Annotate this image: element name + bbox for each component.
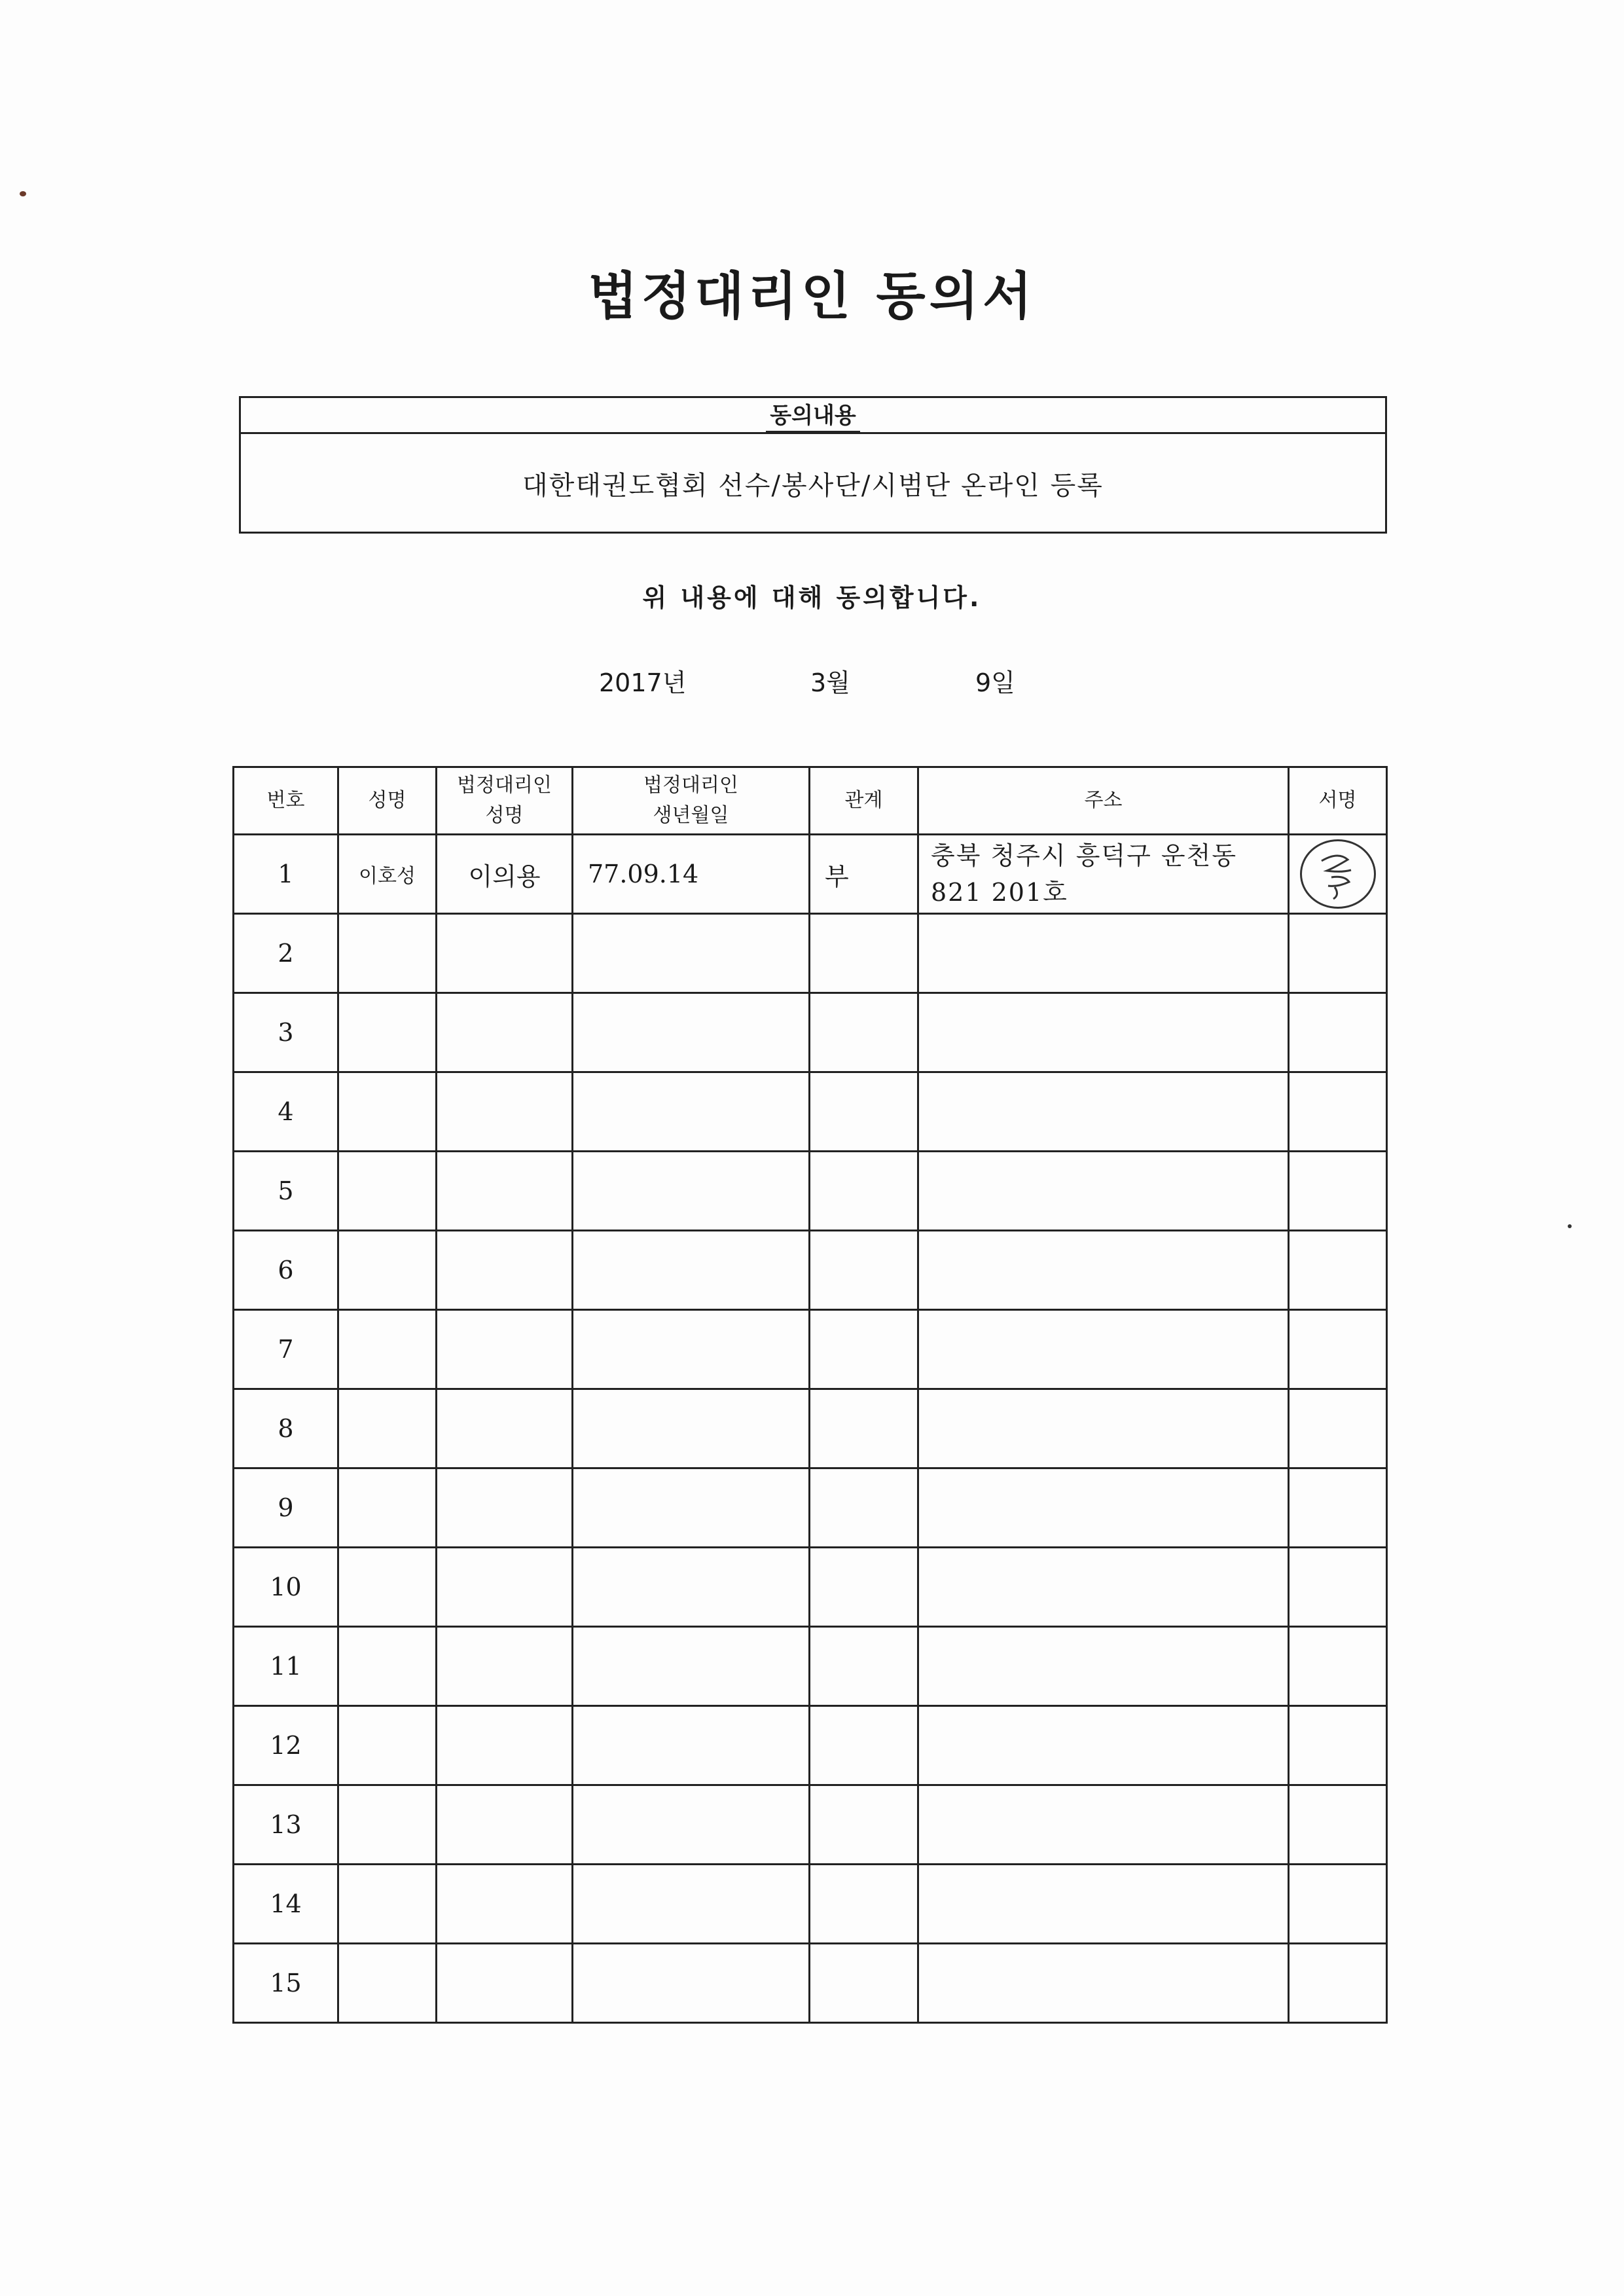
cell-signature <box>1289 1231 1387 1310</box>
cell-name <box>338 993 437 1072</box>
table-header-row <box>234 767 1387 835</box>
agree-statement: 위 내용에 대해 동의합니다. <box>642 583 982 612</box>
table-row <box>234 1944 1387 2023</box>
signature-seal-icon <box>1300 839 1376 909</box>
table-body <box>234 835 1387 2023</box>
cell-name <box>338 1865 437 1944</box>
cell-signature <box>1289 914 1387 993</box>
table-row <box>234 1152 1387 1231</box>
cell-guardian-birth <box>573 1310 810 1389</box>
cell-guardian-name <box>437 1627 573 1706</box>
cell-signature <box>1289 1706 1387 1785</box>
cell-signature <box>1289 1310 1387 1389</box>
cell-guardian-birth: 77.09.14 <box>573 835 810 914</box>
cell-relation <box>810 1944 918 2023</box>
scan-speck <box>1568 1224 1572 1228</box>
cell-address <box>918 1310 1289 1389</box>
cell-guardian-name <box>437 1865 573 1944</box>
cell-guardian-name <box>437 993 573 1072</box>
consent-box <box>239 396 1387 534</box>
cell-guardian-name <box>437 1389 573 1468</box>
cell-guardian-birth <box>573 1706 810 1785</box>
cell-guardian-birth <box>573 1548 810 1627</box>
cell-no: 11 <box>234 1627 338 1706</box>
cell-guardian-birth <box>573 1944 810 2023</box>
cell-guardian-birth <box>573 914 810 993</box>
table-row <box>234 1231 1387 1310</box>
cell-no: 14 <box>234 1865 338 1944</box>
cell-no: 4 <box>234 1072 338 1152</box>
table-row <box>234 1706 1387 1785</box>
cell-no: 5 <box>234 1152 338 1231</box>
cell-signature <box>1289 1865 1387 1944</box>
cell-signature <box>1289 1627 1387 1706</box>
cell-no: 12 <box>234 1706 338 1785</box>
cell-address <box>918 914 1289 993</box>
cell-name <box>338 1627 437 1706</box>
table-row <box>234 835 1387 914</box>
cell-address <box>918 1944 1289 2023</box>
cell-relation <box>810 1389 918 1468</box>
cell-guardian-birth <box>573 1785 810 1865</box>
cell-signature <box>1289 1785 1387 1865</box>
cell-signature <box>1289 835 1387 914</box>
cell-address <box>918 1548 1289 1627</box>
header-no: 번호 <box>234 767 338 835</box>
cell-name <box>338 1072 437 1152</box>
table-row <box>234 1310 1387 1389</box>
cell-relation <box>810 1706 918 1785</box>
cell-guardian-name <box>437 1706 573 1785</box>
cell-guardian-name <box>437 914 573 993</box>
cell-name: 이호성 <box>338 835 437 914</box>
cell-guardian-name <box>437 1310 573 1389</box>
cell-relation: 부 <box>810 835 918 914</box>
address-line-2: 821 201호 <box>931 878 1068 907</box>
cell-relation <box>810 1785 918 1865</box>
address-line-1: 충북 청주시 흥덕구 운천동 <box>931 841 1238 870</box>
cell-no: 15 <box>234 1944 338 2023</box>
table-row <box>234 993 1387 1072</box>
cell-address <box>918 1072 1289 1152</box>
cell-address <box>918 1389 1289 1468</box>
cell-address <box>918 1706 1289 1785</box>
cell-no: 9 <box>234 1468 338 1548</box>
header-name: 성명 <box>338 767 437 835</box>
cell-relation <box>810 1548 918 1627</box>
cell-name <box>338 1310 437 1389</box>
table-row <box>234 1548 1387 1627</box>
cell-address <box>918 1231 1289 1310</box>
cell-address <box>918 1785 1289 1865</box>
cell-no: 3 <box>234 993 338 1072</box>
cell-guardian-birth <box>573 1231 810 1310</box>
cell-signature <box>1289 1152 1387 1231</box>
consent-header-label: 동의내용 <box>766 397 859 433</box>
cell-guardian-name: 이의용 <box>437 835 573 914</box>
header-relation: 관계 <box>810 767 918 835</box>
cell-relation <box>810 1627 918 1706</box>
cell-relation <box>810 1152 918 1231</box>
table-row <box>234 1865 1387 1944</box>
cell-guardian-name <box>437 1944 573 2023</box>
table-row <box>234 1785 1387 1865</box>
cell-guardian-birth <box>573 1865 810 1944</box>
cell-relation <box>810 914 918 993</box>
consent-body: 대한태권도협회 선수/봉사단/시범단 온라인 등록 <box>522 470 1104 501</box>
table-row <box>234 914 1387 993</box>
cell-relation <box>810 1072 918 1152</box>
cell-name <box>338 1468 437 1548</box>
scan-speck <box>20 191 26 196</box>
cell-name <box>338 914 437 993</box>
cell-signature <box>1289 1072 1387 1152</box>
cell-guardian-name <box>437 1785 573 1865</box>
cell-guardian-name <box>437 1548 573 1627</box>
cell-guardian-birth <box>573 1152 810 1231</box>
cell-relation <box>810 1468 918 1548</box>
cell-name <box>338 1944 437 2023</box>
cell-name <box>338 1389 437 1468</box>
cell-name <box>338 1706 437 1785</box>
cell-no: 7 <box>234 1310 338 1389</box>
cell-address <box>918 1468 1289 1548</box>
cell-no: 8 <box>234 1389 338 1468</box>
cell-guardian-name <box>437 1231 573 1310</box>
table-row <box>234 1468 1387 1548</box>
document-title: 법정대리인 동의서 <box>588 266 1036 326</box>
cell-guardian-birth <box>573 993 810 1072</box>
date-month: 3월 <box>810 668 850 697</box>
date-day: 9일 <box>975 668 1015 697</box>
header-signature: 서명 <box>1289 767 1387 835</box>
cell-guardian-birth <box>573 1468 810 1548</box>
cell-guardian-name <box>437 1468 573 1548</box>
cell-relation <box>810 1231 918 1310</box>
date-year: 2017년 <box>599 668 687 697</box>
table-row <box>234 1389 1387 1468</box>
cell-signature <box>1289 1548 1387 1627</box>
cell-relation <box>810 1310 918 1389</box>
cell-relation <box>810 1865 918 1944</box>
cell-no: 1 <box>234 835 338 914</box>
cell-guardian-birth <box>573 1627 810 1706</box>
cell-signature <box>1289 1389 1387 1468</box>
cell-no: 6 <box>234 1231 338 1310</box>
cell-guardian-birth <box>573 1072 810 1152</box>
cell-address <box>918 1152 1289 1231</box>
cell-name <box>338 1152 437 1231</box>
cell-no: 10 <box>234 1548 338 1627</box>
cell-name <box>338 1548 437 1627</box>
header-guardian-birth: 법정대리인 생년월일 <box>573 767 810 835</box>
consent-header <box>241 398 1385 434</box>
guardian-table-wrap <box>232 766 1388 2024</box>
table-row <box>234 1072 1387 1152</box>
cell-signature <box>1289 993 1387 1072</box>
cell-no: 2 <box>234 914 338 993</box>
cell-address <box>918 1865 1289 1944</box>
table-row <box>234 1627 1387 1706</box>
cell-address <box>918 1627 1289 1706</box>
cell-address <box>918 835 1289 914</box>
cell-guardian-birth <box>573 1389 810 1468</box>
cell-no: 13 <box>234 1785 338 1865</box>
cell-address <box>918 993 1289 1072</box>
header-guardian-name: 법정대리인 성명 <box>437 767 573 835</box>
guardian-table <box>232 766 1388 2024</box>
cell-name <box>338 1231 437 1310</box>
cell-signature <box>1289 1944 1387 2023</box>
cell-guardian-name <box>437 1152 573 1231</box>
cell-name <box>338 1785 437 1865</box>
cell-guardian-name <box>437 1072 573 1152</box>
cell-relation <box>810 993 918 1072</box>
header-address: 주소 <box>918 767 1289 835</box>
cell-signature <box>1289 1468 1387 1548</box>
